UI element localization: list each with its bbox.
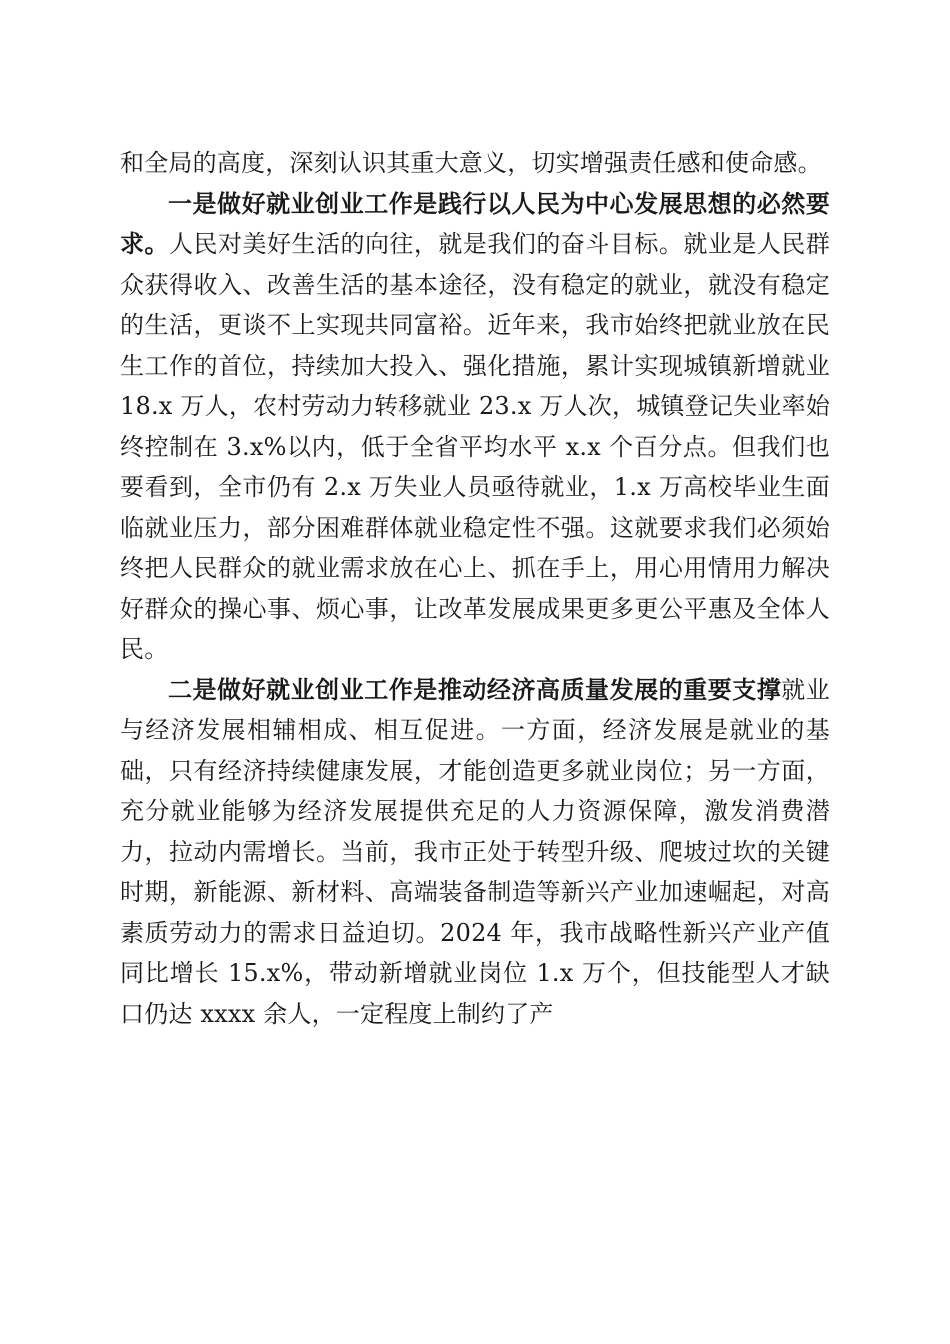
paragraph-lead: 二是做好就业创业工作是推动经济高质量发展的重要支撑 (168, 674, 782, 704)
document-body (120, 143, 830, 1034)
paragraph-text: 就业与经济发展相辅相成、相互促进。一方面，经济发展是就业的基础，只有经济持续健康发展，才能创造更多就业岗位；另一方面，充分就业能够为经济发展提供充足的人力资源保障，激发消费潜力，拉动内需增长。当前，我市正处于转型升级、爬坡过坎的关键时期，新能源、新材料、高端装备制造等新兴产业加速崛起，对高素质劳动力的需求日益迫切。2024 年，我市战略性新兴产业产值同比增长 15.x%，带动新增就业岗位 1.x 万个，但技能型人才缺口仍达 xxxx 余人，一定程度上制约了产 (120, 675, 830, 1028)
paragraph-lead: 一是做好就业创业工作是践行以人民为中心发展思想的必然要求。 (120, 188, 830, 258)
paragraph-point-one (120, 184, 830, 670)
paragraph-text: 和全局的高度，深刻认识其重大意义，切实增强责任感和使命感。 (120, 149, 822, 177)
paragraph-point-two (120, 670, 830, 1035)
paragraph-text: 人民对美好生活的向往，就是我们的奋斗目标。就业是人民群众获得收入、改善生活的基本途径，没有稳定的就业，就没有稳定的生活，更谈不上实现共同富裕。近年来，我市始终把就业放在民生工作的首位，持续加大投入、强化措施，累计实现城镇新增就业 18.x 万人，农村劳动力转移就业 23.x 万人次，城镇登记失业率始终控制在 3.x%以内，低于全省平均水平 x.x 个百分点。但我们也要看到，全市仍有 2.x 万失业人员亟待就业，1.x 万高校毕业生面临就业压力，部分困难群体就业稳定性不强。这就要求我们必须始终把人民群众的就业需求放在心上、抓在手上，用心用情用力解决好群众的操心事、烦心事，让改革发展成果更多更公平惠及全体人民。 (120, 230, 831, 663)
paragraph-continuation (120, 143, 830, 184)
